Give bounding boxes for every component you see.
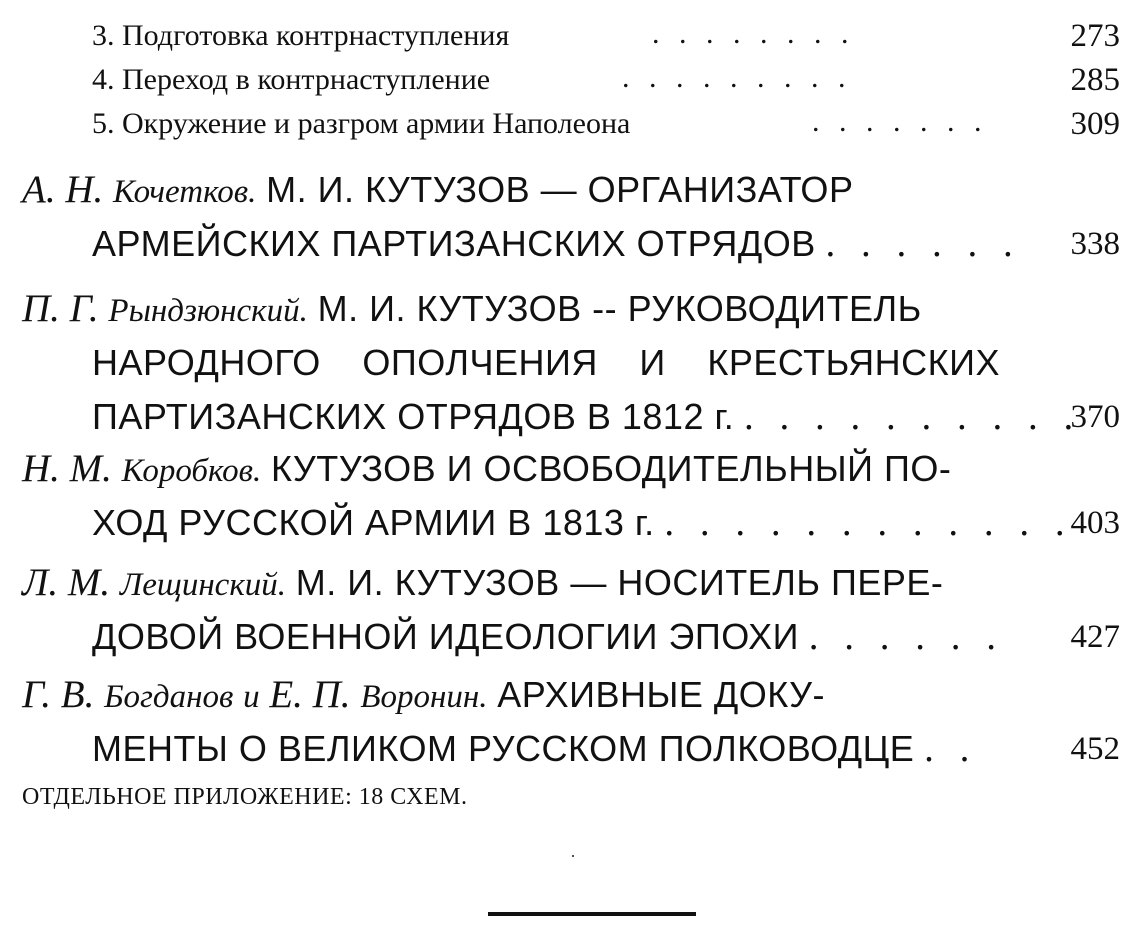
author-name: Лещинский. [119,567,287,603]
entry-line [22,163,1120,217]
toc-subsection [92,104,1120,144]
page-number: 285 [1070,62,1120,98]
entry-line [22,390,1120,444]
author-name: Коробков. [121,453,262,489]
page-number: 427 [1070,619,1120,655]
author-initials: Г. В. [22,673,95,716]
subsection-label: 5. Окружение и разгром армии Наполеона [92,107,631,140]
toc-subsection [92,16,1120,56]
conjunction: и [243,679,260,715]
entry-title-word: И [639,342,666,383]
leader-dots: . . . . . . . . [652,17,855,50]
entry-title-word: КРЕСТЬЯНСКИХ [707,342,1000,383]
entry-title: М. И. КУТУЗОВ — НОСИТЕЛЬ ПЕРЕ- [295,562,944,603]
leader-dots: . . . . . . [825,222,1021,265]
entry-title: ДОВОЙ ВОЕННОЙ ИДЕОЛОГИИ ЭПОХИ [92,616,800,657]
author-name: Богданов [104,679,234,715]
entry-title: М. И. КУТУЗОВ -- РУКОВОДИТЕЛЬ [317,288,922,329]
entry-line [22,722,1120,776]
entry-line [22,610,1120,664]
author-initials: Л. М. [22,561,111,604]
leader-dots: . . . . . . . . . [622,61,852,94]
author-name: Воронин. [360,679,488,715]
toc-entry [22,442,1120,550]
entry-line [22,442,1120,496]
end-rule [488,912,696,916]
entry-title-word: ОПОЛЧЕНИЯ [362,342,598,383]
print-speck [572,855,574,857]
author-initials: Е. П. [269,673,351,716]
entry-title: ХОД РУССКОЙ АРМИИ В 1813 г. [92,502,655,543]
page-number: 403 [1070,505,1120,541]
entry-line [22,336,1120,390]
toc-entry [22,282,1120,444]
page-number: 452 [1070,731,1120,767]
entry-title: МЕНТЫ О ВЕЛИКОМ РУССКОМ ПОЛКОВОДЦЕ [92,728,915,769]
leader-dots: . . . . . . . . . . . . [664,501,1073,544]
page-number: 370 [1070,399,1120,435]
entry-title: КУТУЗОВ И ОСВОБОДИТЕЛЬНЫЙ ПО- [270,448,952,489]
page-number: 309 [1070,106,1120,142]
entry-line [22,282,1120,336]
page-number: 338 [1070,226,1120,262]
entry-title: М. И. КУТУЗОВ — ОРГАНИЗАТОР [266,169,854,210]
toc-entry [22,556,1120,664]
leader-dots: . . . . . . . [812,105,988,138]
appendix-note: ОТДЕЛЬНОЕ ПРИЛОЖЕНИЕ: 18 СХЕМ. [22,784,468,810]
leader-dots: . . [924,727,978,770]
entry-line [22,217,1120,271]
author-initials: А. Н. [22,168,104,211]
entry-title: ПАРТИЗАНСКИХ ОТРЯДОВ В 1812 г. [92,396,735,437]
entry-line [22,556,1120,610]
entry-title-word: НАРОДНОГО [92,342,321,383]
subsection-label: 4. Переход в контрнаступление [92,63,491,96]
page-number: 273 [1070,18,1120,54]
entry-line [22,668,1120,722]
toc-subsection [92,60,1120,100]
subsection-label: 3. Подготовка контрнаступления [92,19,510,52]
author-initials: П. Г. [22,287,99,330]
author-name: Кочетков. [113,174,257,210]
toc-entry [22,163,1120,271]
entry-title: АРМЕЙСКИХ ПАРТИЗАНСКИХ ОТРЯДОВ [92,223,816,264]
author-initials: Н. М. [22,447,112,490]
leader-dots: . . . . . . . . . . [743,395,1082,438]
leader-dots: . . . . . . [808,615,1005,658]
entry-line [22,496,1120,550]
author-name: Рындзюнский. [108,293,308,329]
entry-title: АРХИВНЫЕ ДОКУ- [497,674,826,715]
toc-entry [22,668,1120,776]
